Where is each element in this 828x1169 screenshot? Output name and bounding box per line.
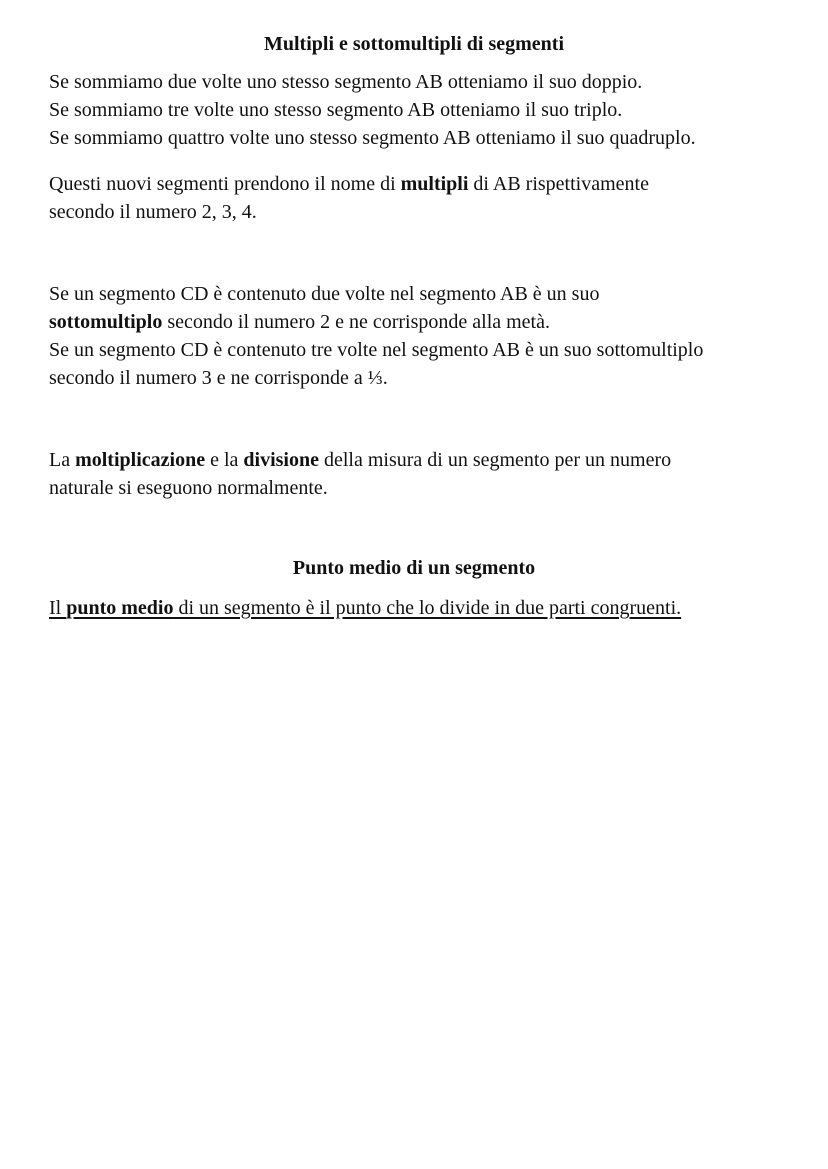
paragraph-sottomultipli <box>49 280 809 392</box>
text-line: Se un segmento CD è contenuto tre volte nel segmento AB è un suo sottomultiplo <box>49 339 704 361</box>
section-title-multipli: Multipli e sottomultipli di segmenti <box>264 33 564 55</box>
text-line: secondo il numero 3 e ne corrisponde a ⅓. <box>49 367 388 389</box>
term-multipli: multipli <box>400 173 469 195</box>
term-punto-medio: punto medio <box>66 597 174 619</box>
section-title-punto-medio: Punto medio di un segmento <box>292 557 536 579</box>
text-line: Se un segmento CD è contenuto due volte nel segmento AB è un suo <box>49 283 600 305</box>
text-line: Se sommiamo tre volte uno stesso segmento AB otteniamo il suo triplo. <box>49 99 623 121</box>
text-line: Se sommiamo due volte uno stesso segmento AB otteniamo il suo doppio. <box>49 71 643 93</box>
paragraph-punto-medio-definition <box>49 594 809 622</box>
text-line: naturale si eseguono normalmente. <box>49 477 328 499</box>
text-line: secondo il numero 2, 3, 4. <box>49 201 257 223</box>
term-moltiplicazione: moltiplicazione <box>75 449 206 471</box>
text-line: La moltiplicazione e la divisione della misura di un segmento per un numero <box>49 449 672 471</box>
term-divisione: divisione <box>243 449 319 471</box>
term-sottomultiplo: sottomultiplo <box>49 311 163 333</box>
paragraph-multipli-definition <box>49 170 809 226</box>
paragraph-multipli-sums <box>49 68 809 152</box>
text-line: sottomultiplo secondo il numero 2 e ne corrisponde alla metà. <box>49 311 550 333</box>
text-line: Se sommiamo quattro volte uno stesso segmento AB otteniamo il suo quadruplo. <box>49 127 696 149</box>
text-line: Questi nuovi segmenti prendono il nome di multipli di AB rispettivamente <box>49 173 649 195</box>
paragraph-operazioni <box>49 446 809 502</box>
text-line: Il punto medio di un segmento è il punto che lo divide in due parti congruenti. <box>49 597 682 619</box>
